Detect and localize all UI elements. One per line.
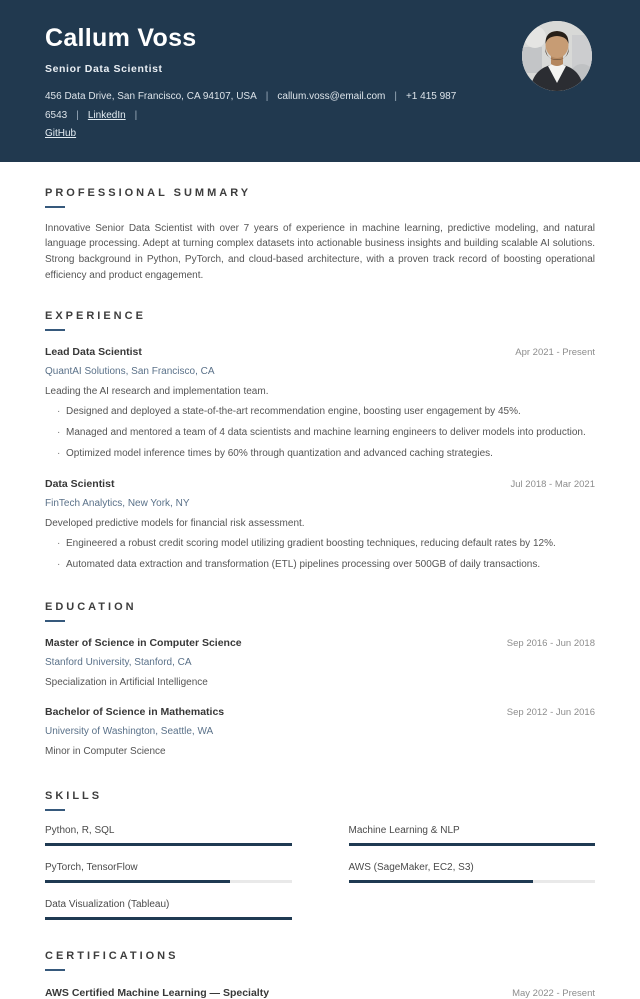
- contact-separator: |: [76, 109, 79, 121]
- degree-entry: [45, 637, 595, 688]
- contact-info: [45, 88, 515, 144]
- section-education: [45, 601, 595, 757]
- contact-separator: |: [394, 91, 397, 102]
- certification-dates: May 2022 - Present: [512, 987, 595, 999]
- degree-dates: Sep 2016 - Jun 2018: [506, 637, 595, 649]
- job-bullet: · Designed and deployed a state-of-the-art recommendation engine, boosting user engagement by 45%.: [57, 405, 595, 418]
- skill-label: Machine Learning & NLP: [348, 824, 460, 836]
- job-header: [45, 346, 595, 358]
- degree-details: Specialization in Artificial Intelligence: [45, 676, 208, 688]
- job-entry: [45, 478, 595, 571]
- contact-line-2: [45, 125, 515, 144]
- skill-item: [45, 825, 292, 846]
- skill-item: [349, 862, 596, 883]
- heading-underline: [45, 809, 65, 811]
- job-bullet: · Engineered a robust credit scoring model utilizing gradient boosting techniques, reducing default rates by 12%.: [57, 537, 595, 550]
- skill-bar-fill: [45, 843, 292, 846]
- certifications-heading: CERTIFICATIONS: [45, 949, 179, 962]
- job-bullet-list: [45, 405, 595, 460]
- linkedin-link[interactable]: LinkedIn: [87, 109, 126, 121]
- skill-bar: [45, 917, 292, 920]
- contact-address: 456 Data Drive, San Francisco, CA 94107, USA: [45, 91, 257, 102]
- summary-heading: PROFESSIONAL SUMMARY: [45, 186, 252, 199]
- contact-phone: +1 415 987 6543: [45, 91, 457, 121]
- degree-institution: University of Washington, Seattle, WA: [45, 725, 214, 737]
- skill-label: PyTorch, TensorFlow: [45, 861, 138, 873]
- job-header: [45, 478, 595, 490]
- skill-bar: [349, 880, 596, 883]
- degree-details: Minor in Computer Science: [45, 745, 166, 757]
- heading-underline: [45, 329, 65, 331]
- degree-header: [45, 706, 595, 718]
- skill-label: Python, R, SQL: [45, 824, 115, 836]
- skills-heading: SKILLS: [45, 789, 103, 802]
- job-description: Developed predictive models for financial risk assessment.: [45, 517, 305, 529]
- degree-title: Master of Science in Computer Science: [45, 636, 242, 649]
- github-link[interactable]: GitHub: [45, 128, 77, 139]
- degree-institution: Stanford University, Stanford, CA: [45, 656, 192, 668]
- job-bullet: · Optimized model inference times by 60% through quantization and advanced caching strategies.: [57, 447, 595, 460]
- contact-separator: |: [134, 109, 138, 121]
- section-professional-summary: [45, 187, 595, 284]
- skill-bar: [349, 843, 596, 846]
- skill-bar: [45, 843, 292, 846]
- degree-header: [45, 637, 595, 649]
- skill-label: AWS (SageMaker, EC2, S3): [348, 861, 474, 873]
- skill-bar-fill: [45, 917, 292, 920]
- degree-dates: Sep 2012 - Jun 2016: [506, 706, 595, 718]
- section-certifications: [45, 950, 595, 999]
- skill-bar: [45, 880, 292, 883]
- job-company: QuantAI Solutions, San Francisco, CA: [45, 365, 215, 377]
- skill-item: [45, 899, 292, 920]
- job-bullet-list: [45, 537, 595, 571]
- contact-email: callum.voss@email.com: [277, 91, 386, 102]
- job-bullet: · Automated data extraction and transformation (ETL) pipelines processing over 500GB of daily transactions.: [57, 558, 595, 571]
- skills-grid: [45, 825, 595, 920]
- skill-item: [349, 825, 596, 846]
- degree-title: Bachelor of Science in Mathematics: [45, 705, 225, 718]
- skill-bar-fill: [349, 843, 596, 846]
- experience-heading: EXPERIENCE: [45, 309, 146, 322]
- skill-item: [45, 862, 292, 883]
- degree-entry: [45, 706, 595, 757]
- person-title: Senior Data Scientist: [45, 63, 163, 75]
- heading-underline: [45, 206, 65, 208]
- job-dates: Apr 2021 - Present: [515, 346, 595, 358]
- resume-header: [0, 0, 640, 162]
- section-experience: [45, 310, 595, 571]
- job-dates: Jul 2018 - Mar 2021: [510, 478, 595, 490]
- section-skills: [45, 790, 595, 920]
- contact-line-1: [45, 88, 515, 125]
- profile-photo: [522, 21, 592, 91]
- skill-bar-fill: [45, 880, 230, 883]
- job-bullet: · Managed and mentored a team of 4 data scientists and machine learning engineers to deliver models into production.: [57, 426, 595, 439]
- job-title: Lead Data Scientist: [45, 345, 142, 358]
- job-company: FinTech Analytics, New York, NY: [45, 497, 190, 509]
- heading-underline: [45, 620, 65, 622]
- heading-underline: [45, 969, 65, 971]
- job-title: Data Scientist: [45, 477, 115, 490]
- resume-body: [0, 187, 640, 999]
- skill-bar-fill: [349, 880, 534, 883]
- skill-label: Data Visualization (Tableau): [45, 898, 170, 910]
- person-name: Callum Voss: [45, 24, 197, 52]
- job-description: Leading the AI research and implementation team.: [45, 385, 269, 397]
- contact-separator: |: [265, 91, 269, 102]
- education-heading: EDUCATION: [45, 600, 137, 613]
- profile-photo-illustration: [522, 21, 592, 91]
- job-entry: [45, 346, 595, 460]
- certification-title: AWS Certified Machine Learning — Specialty: [45, 986, 270, 999]
- summary-text: Innovative Senior Data Scientist with over 7 years of experience in machine learning, predictive modeling, and natural language processing. Adept at turning complex datasets into actionable business insights and building scalable AI solutions. Strong background in Python, PyTorch, and cloud-based architecture, with a proven track record of boosting operational efficiency and product engagement.: [45, 222, 595, 281]
- certification-entry: [45, 987, 595, 999]
